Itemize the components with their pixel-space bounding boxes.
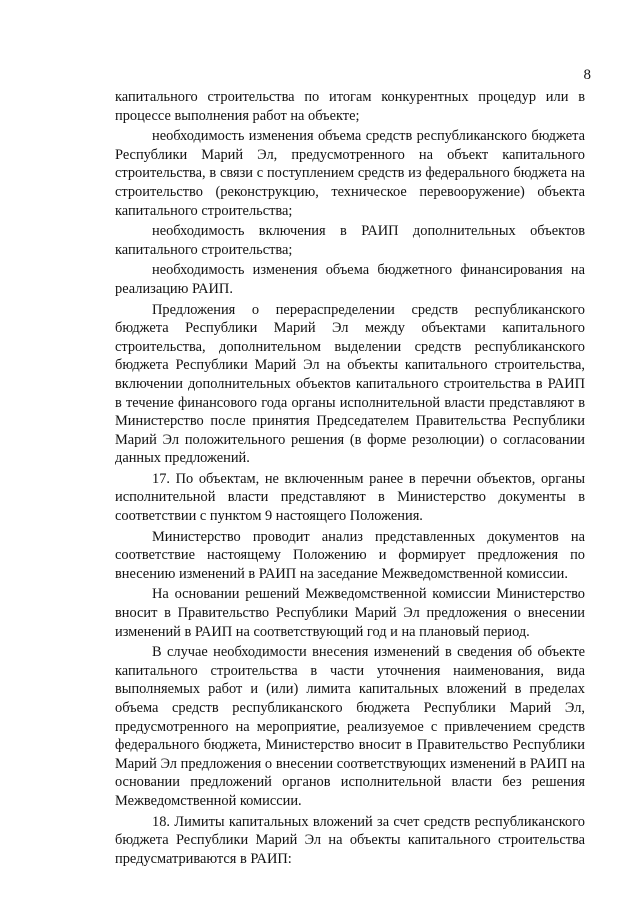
paragraph-new-objects: необходимость включения в РАИП дополнительных объектов капитального строительства; xyxy=(115,223,585,258)
paragraph-section-17: 17. По объектам, не включенным ранее в перечни объектов, органы исполнительной власти представляют в Министерство документы в соответствии с пунктом 9 настоящего Положения. xyxy=(115,470,585,525)
paragraph-commission-decisions: На основании решений Межведомственной комиссии Министерство вносит в Правительство Республики Марий Эл предложения о внесении изменений в РАИП на соответствующий год и на плановый период. xyxy=(115,586,585,640)
paragraph-redistribution-proposals: Предложения о перераспределении средств республиканского бюджета Республики Марий Эл между объектами капитального строительства, дополнительном выделении средств республиканского бюджета Республики Марий Эл на объекты капитального строительства, включении дополнительных объектов капитального строительства в РАИП в течение финансового года органы исполнительной власти представляют в Министерство после принятия Председателем Правительства Республики Марий Эл положительного решения (в форме резолюции) о согласовании данных предложений. xyxy=(115,301,585,467)
paragraph-object-info-changes: В случае необходимости внесения изменений в сведения об объекте капитального строительства в части уточнения наименования, вида выполняемых работ и (или) лимита капитальных вложений в пределах объема средств республиканского бюджета Республики Марий Эл, предусмотренного на мероприятие, реализуемое с привлечением средств федерального бюджета, Министерство вносит в Правительство Республики Марий Эл предложения о внесении соответствующих изменений в РАИП на основании предложений органов исполнительной власти без решения Межведомственной комиссии. xyxy=(115,644,585,809)
paragraph-funding-change: необходимость изменения объема средств республиканского бюджета Республики Марий Эл, предусмотренного на объект капитального строительства, в связи с поступлением средств из федерального бюджета на строительство (реконструкцию, техническое перевооружение) объекта капитального строительства; xyxy=(115,128,585,219)
paragraph-section-18: 18. Лимиты капитальных вложений за счет средств республиканского бюджета Республики Марий Эл на объекты капитального строительства предусматриваются в РАИП: xyxy=(115,813,585,867)
page-number: 8 xyxy=(583,67,591,83)
paragraph-budget-change: необходимость изменения объема бюджетного финансирования на реализацию РАИП. xyxy=(115,262,585,297)
document-body xyxy=(115,88,585,870)
paragraph-continuation: капитального строительства по итогам конкурентных процедур или в процессе выполнения работ на объекте; xyxy=(115,89,585,124)
paragraph-ministry-analysis: Министерство проводит анализ представленных документов на соответствие настоящему Положению и формирует предложения по внесению изменений в РАИП на заседание Межведомственной комиссии. xyxy=(115,528,585,582)
